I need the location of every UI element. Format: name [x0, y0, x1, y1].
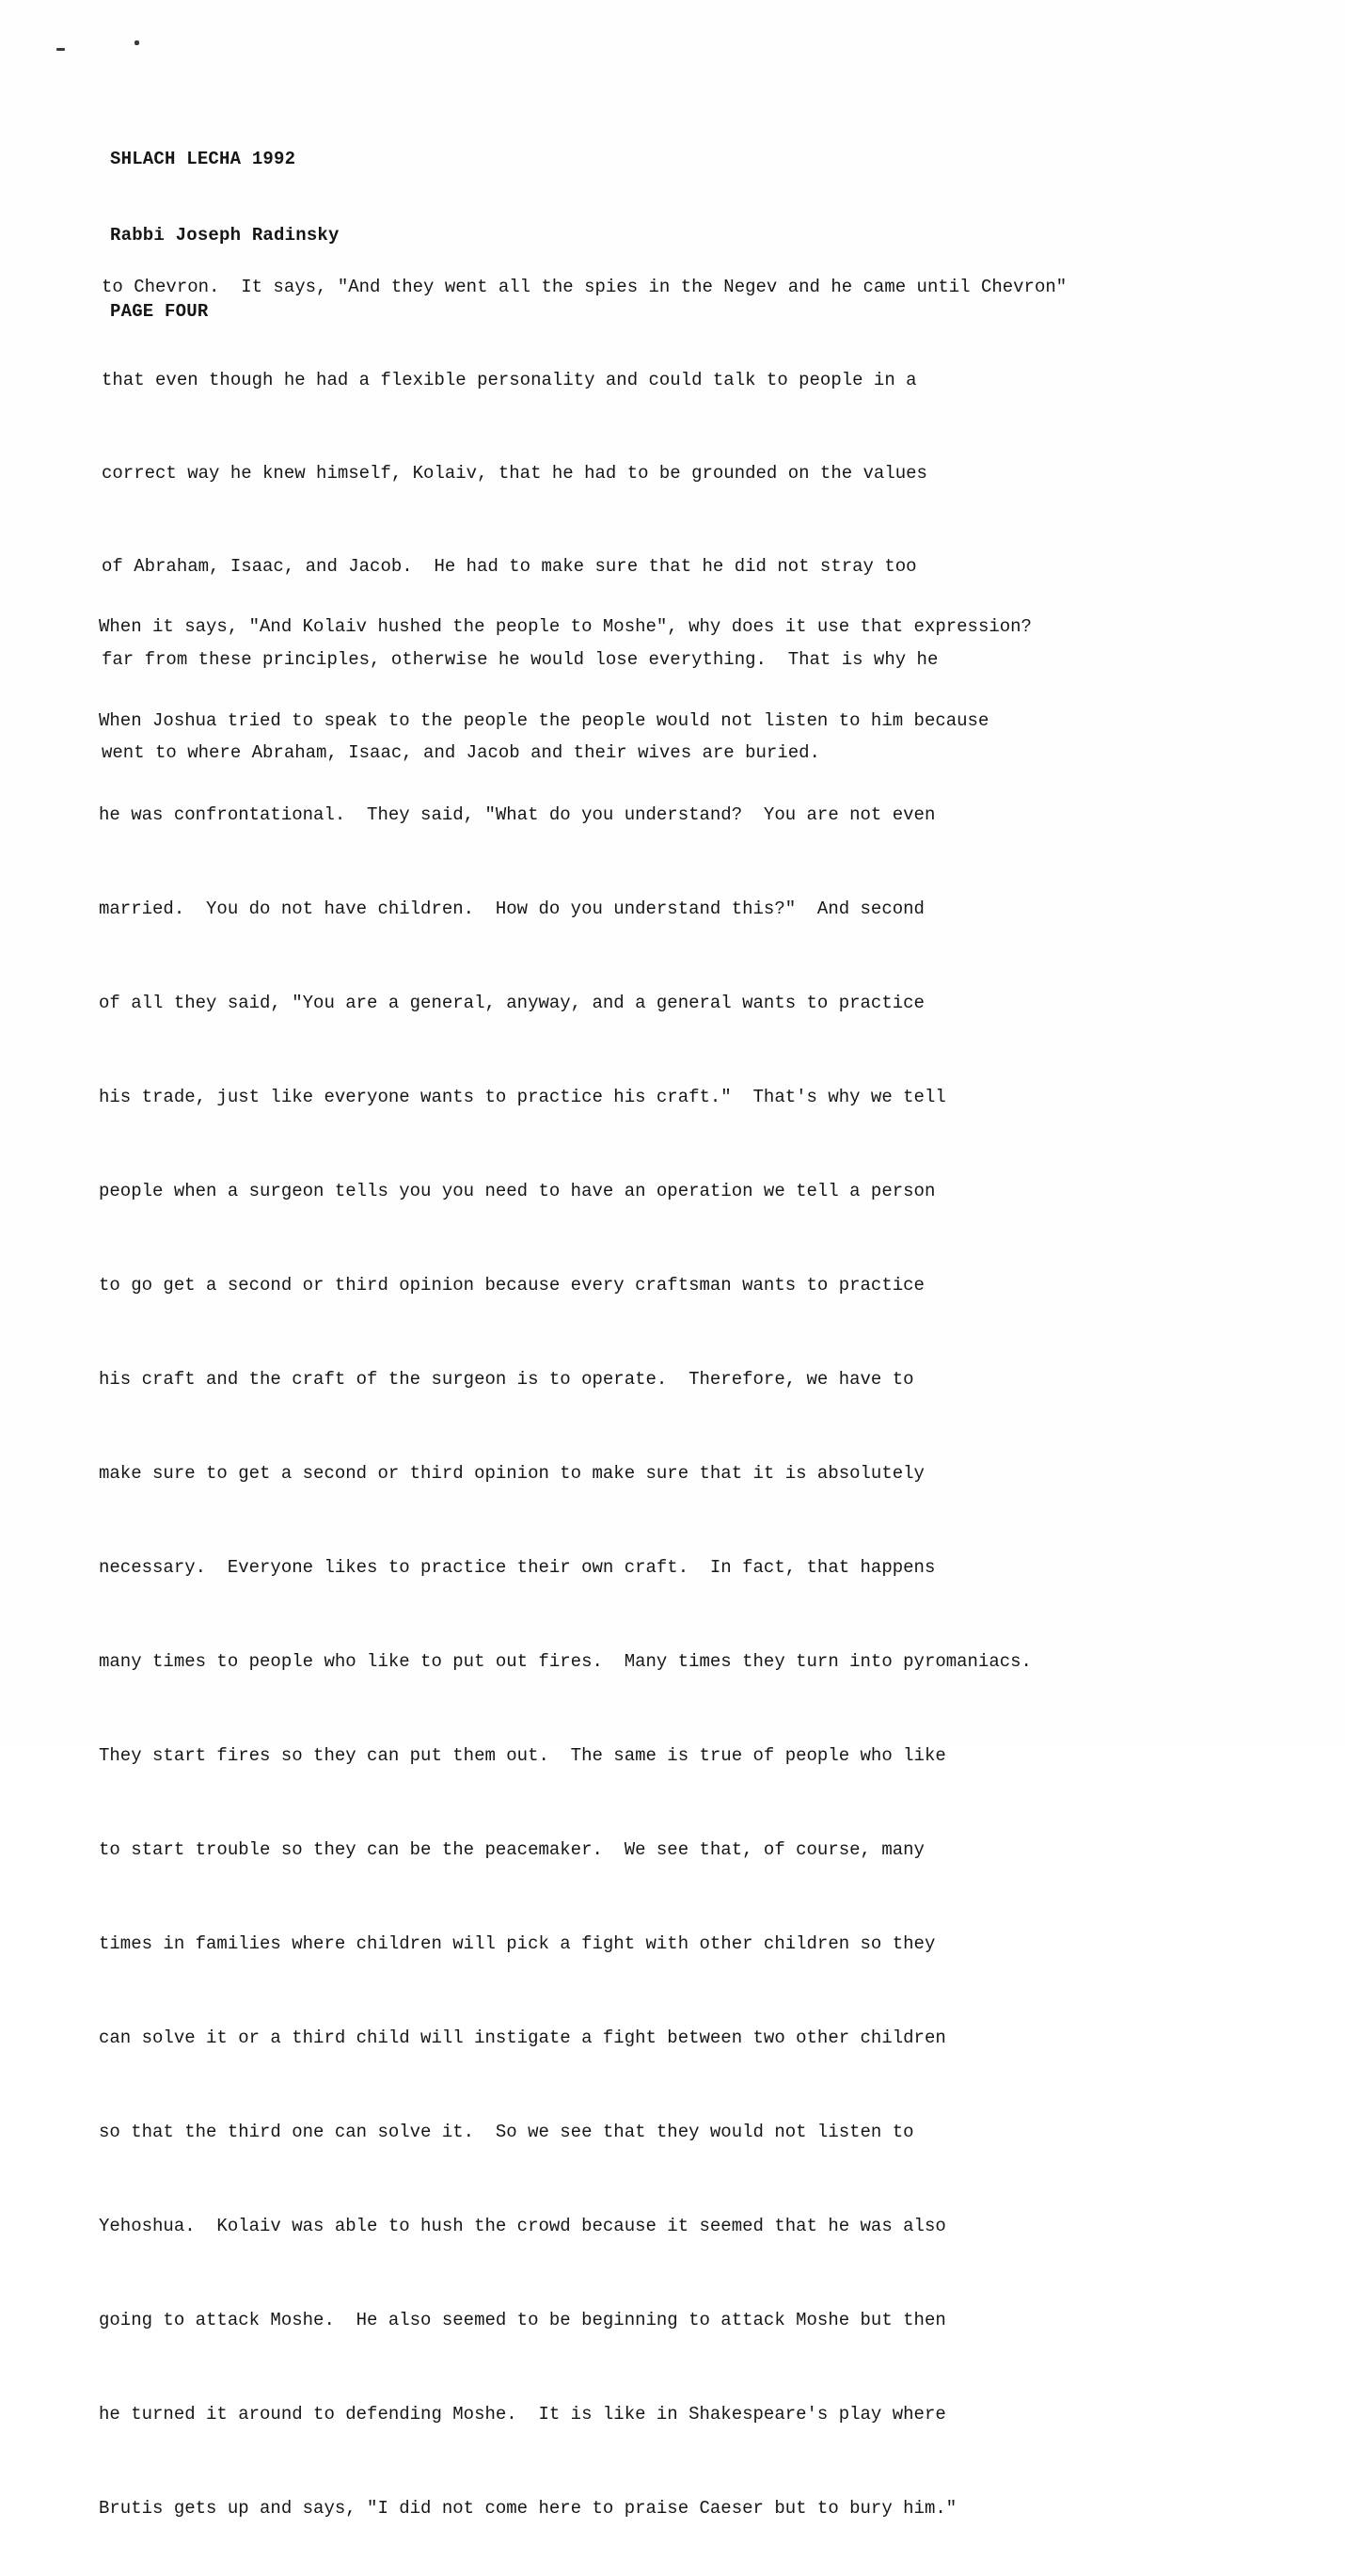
text-line: to start trouble so they can be the peacemaker. We see that, of course, many	[99, 1839, 925, 1860]
text-line: he turned it around to defending Moshe. It is like in Shakespeare's play where	[99, 2404, 946, 2425]
paragraph-2	[99, 559, 1032, 2576]
text-line: to Chevron. It says, "And they went all the spies in the Negev and he came until Chevron"	[102, 276, 1068, 297]
document-title: SHLACH LECHA 1992	[110, 149, 296, 169]
text-line: far from these principles, otherwise he would lose everything. That is why he	[102, 648, 939, 670]
text-line: make sure to get a second or third opinion to make sure that it is absolutely	[99, 1463, 925, 1484]
text-line: going to attack Moshe. He also seemed to be beginning to attack Moshe but then	[99, 2310, 946, 2330]
text-line: went to where Abraham, Isaac, and Jacob and their wives are buried.	[102, 741, 820, 763]
document-author: Rabbi Joseph Radinsky	[110, 225, 340, 246]
stray-mark-dash	[56, 48, 65, 51]
text-line: They start fires so they can put them out. The same is true of people who like	[99, 1745, 946, 1766]
text-line: necessary. Everyone likes to practice their own craft. In fact, that happens	[99, 1557, 936, 1578]
text-line: When Joshua tried to speak to the people the people would not listen to him because	[99, 710, 989, 731]
text-line: correct way he knew himself, Kolaiv, that he had to be grounded on the values	[102, 462, 927, 484]
text-line: can solve it or a third child will instigate a fight between two other children	[99, 2027, 946, 2048]
text-line: Brutis gets up and says, "I did not come here to praise Caeser but to bury him."	[99, 2498, 957, 2519]
text-line: his craft and the craft of the surgeon is to operate. Therefore, we have to	[99, 1369, 914, 1390]
text-line: many times to people who like to put out fires. Many times they turn into pyromaniacs.	[99, 1651, 1032, 1672]
text-line: times in families where children will pick a fight with other children so they	[99, 1933, 936, 1954]
page-number-label: PAGE FOUR	[110, 301, 209, 322]
stray-mark-dot	[134, 40, 139, 45]
text-line: married. You do not have children. How do you understand this?" And second	[99, 898, 925, 919]
text-line: he was confrontational. They said, "What do you understand? You are not even	[99, 804, 936, 825]
text-line: of Abraham, Isaac, and Jacob. He had to make sure that he did not stray too	[102, 555, 917, 577]
text-line: Yehoshua. Kolaiv was able to hush the crowd because it seemed that he was also	[99, 2216, 946, 2236]
text-line: When it says, "And Kolaiv hushed the people to Moshe", why does it use that expression?	[99, 616, 1032, 637]
text-line: of all they said, "You are a general, anyway, and a general wants to practice	[99, 993, 925, 1013]
text-line: so that the third one can solve it. So we see that they would not listen to	[99, 2122, 914, 2142]
text-line: that even though he had a flexible personality and could talk to people in a	[102, 369, 917, 390]
text-line: his trade, just like everyone wants to practice his craft." That's why we tell	[99, 1087, 946, 1107]
text-line: people when a surgeon tells you you need to have an operation we tell a person	[99, 1181, 936, 1201]
text-line: to go get a second or third opinion because every craftsman wants to practice	[99, 1275, 925, 1296]
